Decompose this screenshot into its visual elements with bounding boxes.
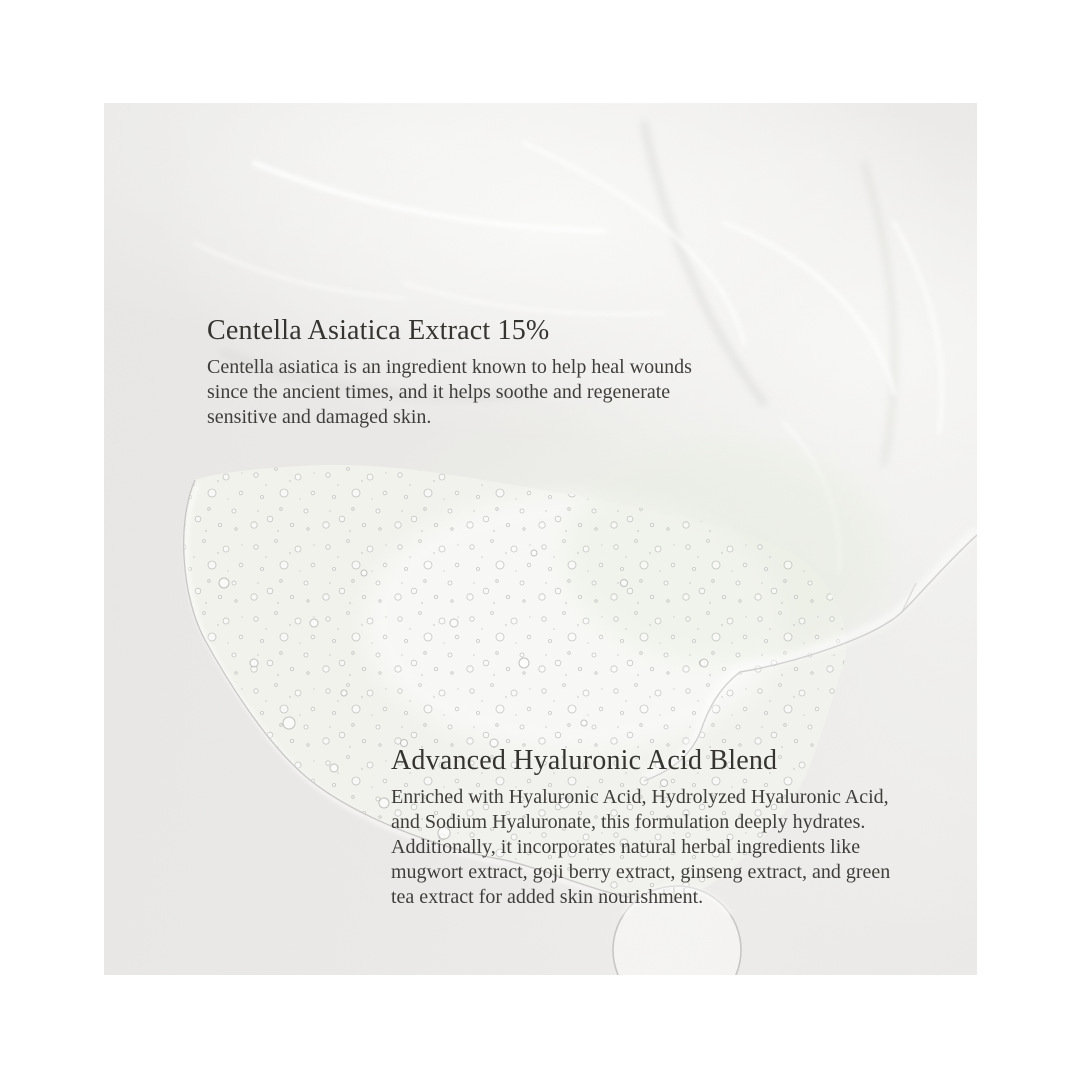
body-line: and Sodium Hyaluronate, this formulation deeply hydrates. — [391, 811, 866, 833]
body-line: since the ancient times, and it helps soothe and regenerate — [207, 381, 671, 403]
section-body — [391, 785, 890, 910]
gel-texture-photo — [104, 103, 977, 975]
section-hyaluronic — [391, 744, 890, 910]
section-centella — [207, 314, 692, 430]
body-line: Additionally, it incorporates natural herbal ingredients like — [391, 836, 861, 858]
section-heading: Centella Asiatica Extract 15% — [207, 315, 550, 346]
body-line: Enriched with Hyaluronic Acid, Hydrolyzed Hyaluronic Acid, — [391, 786, 889, 808]
body-line: tea extract for added skin nourishment. — [391, 886, 704, 908]
body-line: Centella asiatica is an ingredient known to help heal wounds — [207, 356, 692, 378]
body-line: mugwort extract, goji berry extract, ginseng extract, and green — [391, 861, 891, 883]
body-line: sensitive and damaged skin. — [207, 406, 432, 428]
section-heading: Advanced Hyaluronic Acid Blend — [391, 745, 778, 776]
section-body — [207, 355, 692, 430]
